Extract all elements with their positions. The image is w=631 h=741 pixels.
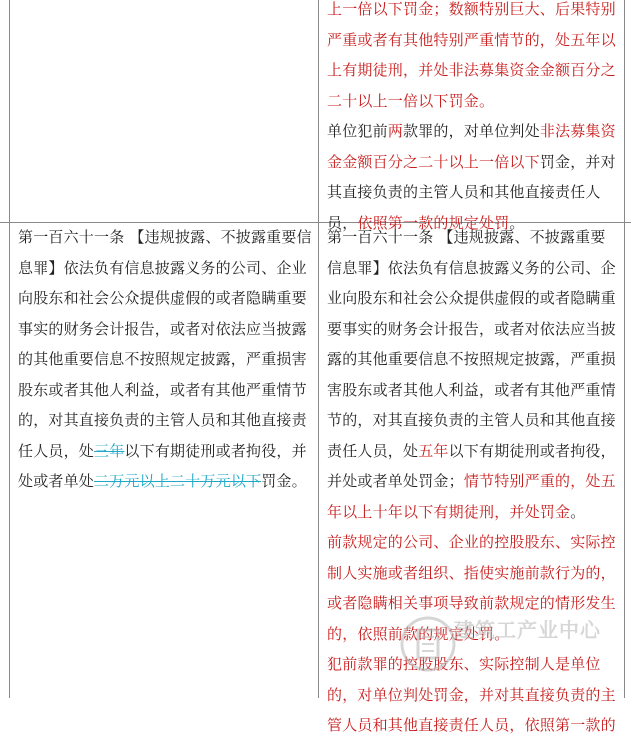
text-segment: 第一百六十一条 【违规披露、不披露重要信息罪】依法负有信息披露义务的公司、企业向股东和社会公众提供虚假的或者隐瞒重要事实的财务会计报告，或者对依法应当披露的其他重要信息不按照规定披露，严重损害股东或者其他人利益，或者有其他严重情节的，对其直接负责的主管人员和其他直接责任人员，处 bbox=[18, 228, 312, 460]
text-segment: 。 bbox=[570, 502, 586, 521]
new-article-160-unit-crime-text bbox=[327, 116, 618, 238]
text-segment: 以下有期徒刑或者拘役，并处或者单处 bbox=[18, 441, 307, 490]
amended-text: 依照第一款的规定处罚 bbox=[357, 213, 510, 232]
deleted-text: 三年 bbox=[94, 441, 125, 460]
amended-text: 五年 bbox=[418, 441, 449, 460]
amended-text: 前款规定的公司、企业的控股股东、实际控制人实施或者组织、指使实施前款行为的，或者隐瞒相关事项导致前款规定的情形发生的，依照前款的规定处罚。 bbox=[327, 533, 616, 643]
text-segment: 以下有期徒刑或者拘役，并处或者单处罚金； bbox=[327, 441, 616, 490]
deleted-text: 二万元以上二十万元以下 bbox=[94, 472, 262, 490]
amended-text: 上一倍以下罚金；数额特别巨大、后果特别严重或者有其他特别严重情节的，处五年以上有期徒刑，并处非法募集资金金额百分之二十以上一倍以下罚金。 bbox=[327, 0, 616, 110]
table-border-right bbox=[624, 0, 625, 698]
amended-text: 两 bbox=[387, 122, 404, 140]
old-article-cell bbox=[10, 222, 318, 497]
amended-text: 非法募集资金金额百分之二十以上一倍以下 bbox=[327, 122, 616, 171]
text-segment: 罚金。 bbox=[261, 472, 307, 490]
watermark-text: 建筑工产业中心 bbox=[454, 618, 601, 642]
amended-text: 犯前款罪的控股股东、实际控制人是单位的，对单位判处罚金，并对其直接负责的主管人员和其他直接责任人员，依照第一款的 bbox=[327, 655, 616, 734]
text-segment: 第一百六十一条 【违规披露、不披露重要信息罪】依法负有信息披露义务的公司、企业向股东和社会公众提供虚假的或者隐瞒重要事实的财务会计报告，或者对依法应当披露的其他重要信息不按照规定披露，严重损害股东或者其他人利益，或者有其他严重情节的，对其直接负责的主管人员和其他直接责任人员，处 bbox=[327, 228, 616, 460]
text-segment: 款罪的，对单位判处 bbox=[403, 122, 540, 140]
new-article-161-text bbox=[327, 222, 618, 527]
new-article-continuation-cell bbox=[319, 0, 624, 238]
watermark bbox=[398, 612, 628, 698]
old-article-161-text bbox=[18, 222, 312, 497]
amended-text: 情节特别严重的，处五年以上十年以下有期徒刑，并处罚金 bbox=[327, 472, 616, 521]
watermark-logo-icon bbox=[398, 614, 458, 674]
text-segment: 单位犯前 bbox=[327, 122, 388, 140]
text-segment: 。 bbox=[509, 213, 525, 232]
new-article-160-tail-text bbox=[327, 0, 618, 116]
text-segment: 罚金，并对其直接负责的主管人员和其他直接责任人员， bbox=[327, 152, 616, 232]
